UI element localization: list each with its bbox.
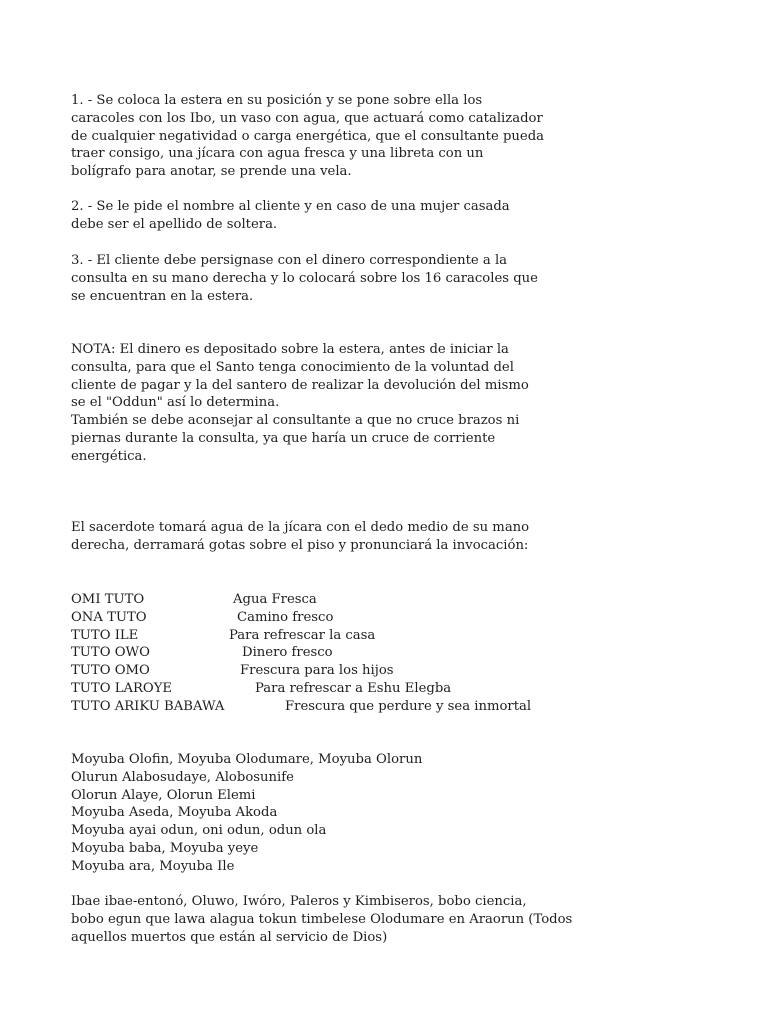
text-line: debe ser el apellido de soltera. bbox=[71, 216, 278, 232]
text-line: También se debe aconsejar al consultante a que no cruce brazos ni bbox=[71, 413, 520, 429]
invocation-yoruba: TUTO ARIKU BABAWA bbox=[71, 698, 225, 714]
text-line: piernas durante la consulta, ya que haría un cruce de corriente bbox=[71, 430, 496, 446]
text-line: bolígrafo para anotar, se prende una vela. bbox=[71, 164, 352, 180]
invocation-yoruba: TUTO LAROYE bbox=[71, 680, 173, 696]
text-line: consulta, para que el Santo tenga conocimiento de la voluntad del bbox=[71, 359, 514, 375]
text-line: Olorun Alaye, Olorun Elemi bbox=[71, 787, 256, 803]
invocation-row bbox=[71, 609, 571, 627]
invocation-spanish: Para refrescar a Eshu Elegba bbox=[255, 680, 452, 696]
text-line: 3. - El cliente debe persignase con el dinero correspondiente a la bbox=[71, 253, 508, 268]
invocation-spanish: Para refrescar la casa bbox=[229, 627, 376, 643]
text-line: Moyuba Olofin, Moyuba Olodumare, Moyuba Olorun bbox=[71, 752, 423, 767]
ibae-paragraph bbox=[71, 893, 573, 946]
text-line: caracoles con los Ibo, un vaso con agua, que actuará como catalizador bbox=[71, 110, 543, 126]
invocation-spanish: Agua Fresca bbox=[233, 592, 317, 607]
invocation-spanish: Camino fresco bbox=[237, 609, 334, 625]
invocation-row bbox=[71, 680, 571, 698]
text-line: bobo egun que lawa alagua tokun timbelese Olodumare en Araorun (Todos bbox=[71, 911, 573, 927]
text-line: se el "Oddun" así lo determina. bbox=[71, 395, 280, 411]
invocation-row bbox=[71, 627, 571, 645]
invocation-yoruba: TUTO ILE bbox=[71, 627, 139, 643]
invocation-row bbox=[71, 644, 571, 662]
text-line: 2. - Se le pide el nombre al cliente y en caso de una mujer casada bbox=[71, 199, 510, 214]
invocation-spanish: Frescura para los hijos bbox=[240, 663, 394, 679]
text-line: consulta en su mano derecha y lo colocará sobre los 16 caracoles que bbox=[71, 270, 538, 286]
text-line: traer consigo, una jícara con agua fresca y una libreta con un bbox=[71, 146, 484, 162]
text-line: cliente de pagar y la del santero de realizar la devolución del mismo bbox=[71, 377, 529, 393]
moyuba-paragraph bbox=[71, 751, 541, 876]
step-2-paragraph bbox=[71, 198, 541, 234]
text-line: Olurun Alabosudaye, Alobosunife bbox=[71, 769, 294, 785]
invocation-row bbox=[71, 662, 571, 680]
invocation-yoruba: TUTO OWO bbox=[71, 645, 150, 661]
text-line: 1. - Se coloca la estera en su posición y se pone sobre ella los bbox=[71, 93, 483, 108]
text-line: de cualquier negatividad o carga energética, que el consultante pueda bbox=[71, 128, 544, 144]
invocation-yoruba: OMI TUTO bbox=[71, 592, 145, 607]
invocation-row bbox=[71, 698, 571, 716]
text-line: NOTA: El dinero es depositado sobre la estera, antes de iniciar la bbox=[71, 342, 509, 357]
invocation-spanish: Dinero fresco bbox=[242, 645, 333, 661]
text-line: Moyuba ayai odun, oni odun, odun ola bbox=[71, 823, 327, 839]
invocation-yoruba: ONA TUTO bbox=[71, 609, 147, 625]
invocation-yoruba: TUTO OMO bbox=[71, 663, 150, 679]
text-line: derecha, derramará gotas sobre el piso y pronunciará la invocación: bbox=[71, 537, 529, 553]
invocation-spanish: Frescura que perdure y sea inmortal bbox=[285, 698, 532, 714]
text-line: Moyuba ara, Moyuba Ile bbox=[71, 858, 235, 874]
text-line: energética. bbox=[71, 448, 147, 464]
text-line: Ibae ibae-entonó, Oluwo, Iwóro, Paleros y Kimbiseros, bobo ciencia, bbox=[71, 894, 527, 909]
text-line: Moyuba Aseda, Moyuba Akoda bbox=[71, 805, 278, 821]
step-3-paragraph bbox=[71, 252, 541, 305]
sacerdote-paragraph bbox=[71, 519, 541, 555]
nota-paragraph bbox=[71, 341, 541, 466]
text-line: aquellos muertos que están al servicio de Dios) bbox=[71, 929, 388, 945]
text-line: se encuentran en la estera. bbox=[71, 288, 254, 304]
text-line: Moyuba baba, Moyuba yeye bbox=[71, 840, 259, 856]
step-1-paragraph bbox=[71, 92, 544, 181]
invocation-list bbox=[71, 591, 571, 716]
invocation-row bbox=[71, 591, 571, 609]
text-line: El sacerdote tomará agua de la jícara con el dedo medio de su mano bbox=[71, 520, 530, 535]
